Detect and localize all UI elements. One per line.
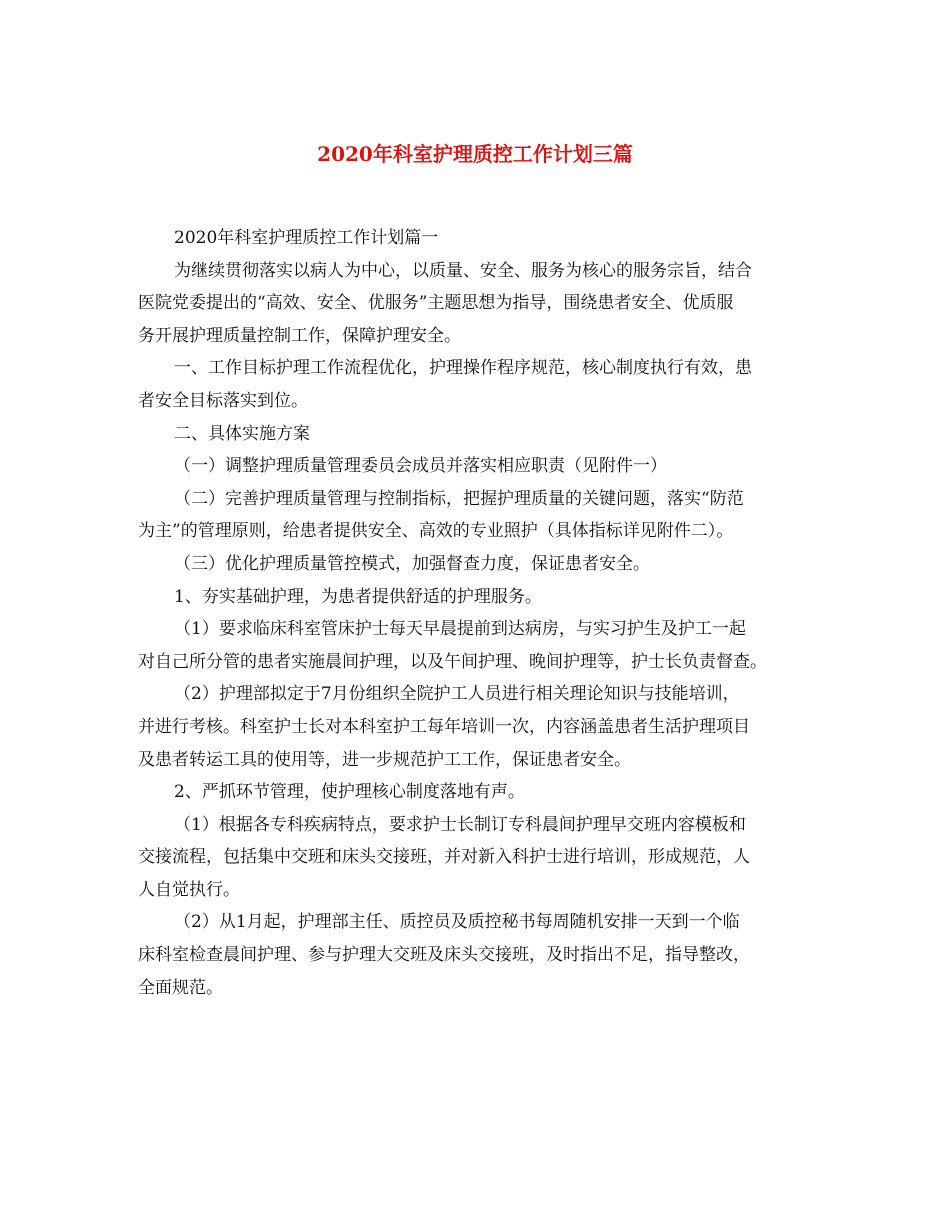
- paragraph-line: 全面规范。: [138, 977, 223, 998]
- paragraph-line: （三）优化护理质量管控模式，加强督查力度，保证患者安全。: [174, 553, 650, 574]
- document-title: 2020年科室护理质控工作计划三篇: [317, 142, 633, 166]
- paragraph-line: （2）从1月起，护理部主任、质控员及质控秘书每周随机安排一天到一个临: [174, 912, 740, 933]
- paragraph-line: 1、夯实基础护理，为患者提供舒适的护理服务。: [174, 586, 542, 607]
- paragraph-line: 为继续贯彻落实以病人为中心，以质量、安全、服务为核心的服务宗旨，结合: [174, 260, 752, 281]
- paragraph-line: （2）护理部拟定于7月份组织全院护工人员进行相关理论知识与技能培训，: [174, 684, 740, 705]
- section-heading-part-one: 2020年科室护理质控工作计划篇一: [174, 228, 439, 248]
- paragraph-line: 对自己所分管的患者实施晨间护理，以及午间护理、晚间护理等，护士长负责督查。: [138, 651, 767, 672]
- paragraph-line: 一、工作目标护理工作流程优化，护理操作程序规范，核心制度执行有效，患: [174, 358, 752, 379]
- paragraph-line: （1）要求临床科室管床护士每天早晨提前到达病房，与实习护生及护工一起: [174, 619, 746, 640]
- document-body: [138, 222, 824, 1004]
- section-heading-implementation: 二、具体实施方案: [174, 423, 310, 444]
- paragraph-line: 人自觉执行。: [138, 879, 240, 900]
- paragraph-line: 医院党委提出的“高效、安全、优服务”主题思想为指导，围绕患者安全、优质服: [138, 293, 734, 314]
- paragraph-line: 及患者转运工具的使用等，进一步规范护工工作，保证患者安全。: [138, 749, 631, 770]
- paragraph-line: （1）根据各专科疾病特点，要求护士长制订专科晨间护理早交班内容模板和: [174, 814, 746, 835]
- paragraph-line: 交接流程，包括集中交班和床头交接班，并对新入科护士进行培训，形成规范，人: [138, 847, 750, 868]
- paragraph-line: （一）调整护理质量管理委员会成员并落实相应职责（见附件一）: [174, 456, 667, 477]
- paragraph-line: 为主”的管理原则，给患者提供安全、高效的专业照护（具体指标详见附件二）。: [138, 521, 734, 542]
- paragraph-line: 者安全目标落实到位。: [138, 390, 308, 411]
- paragraph-line: 床科室检查晨间护理、参与护理大交班及床头交接班，及时指出不足，指导整改，: [138, 945, 750, 966]
- paragraph-line: 务开展护理质量控制工作，保障护理安全。: [138, 325, 461, 346]
- paragraph-line: （二）完善护理质量管理与控制指标，把握护理质量的关键问题，落实“防范: [174, 488, 744, 509]
- paragraph-line: 并进行考核。科室护士长对本科室护工每年培训一次，内容涵盖患者生活护理项目: [138, 716, 750, 737]
- paragraph-line: 2、严抓环节管理，使护理核心制度落地有声。: [174, 782, 525, 803]
